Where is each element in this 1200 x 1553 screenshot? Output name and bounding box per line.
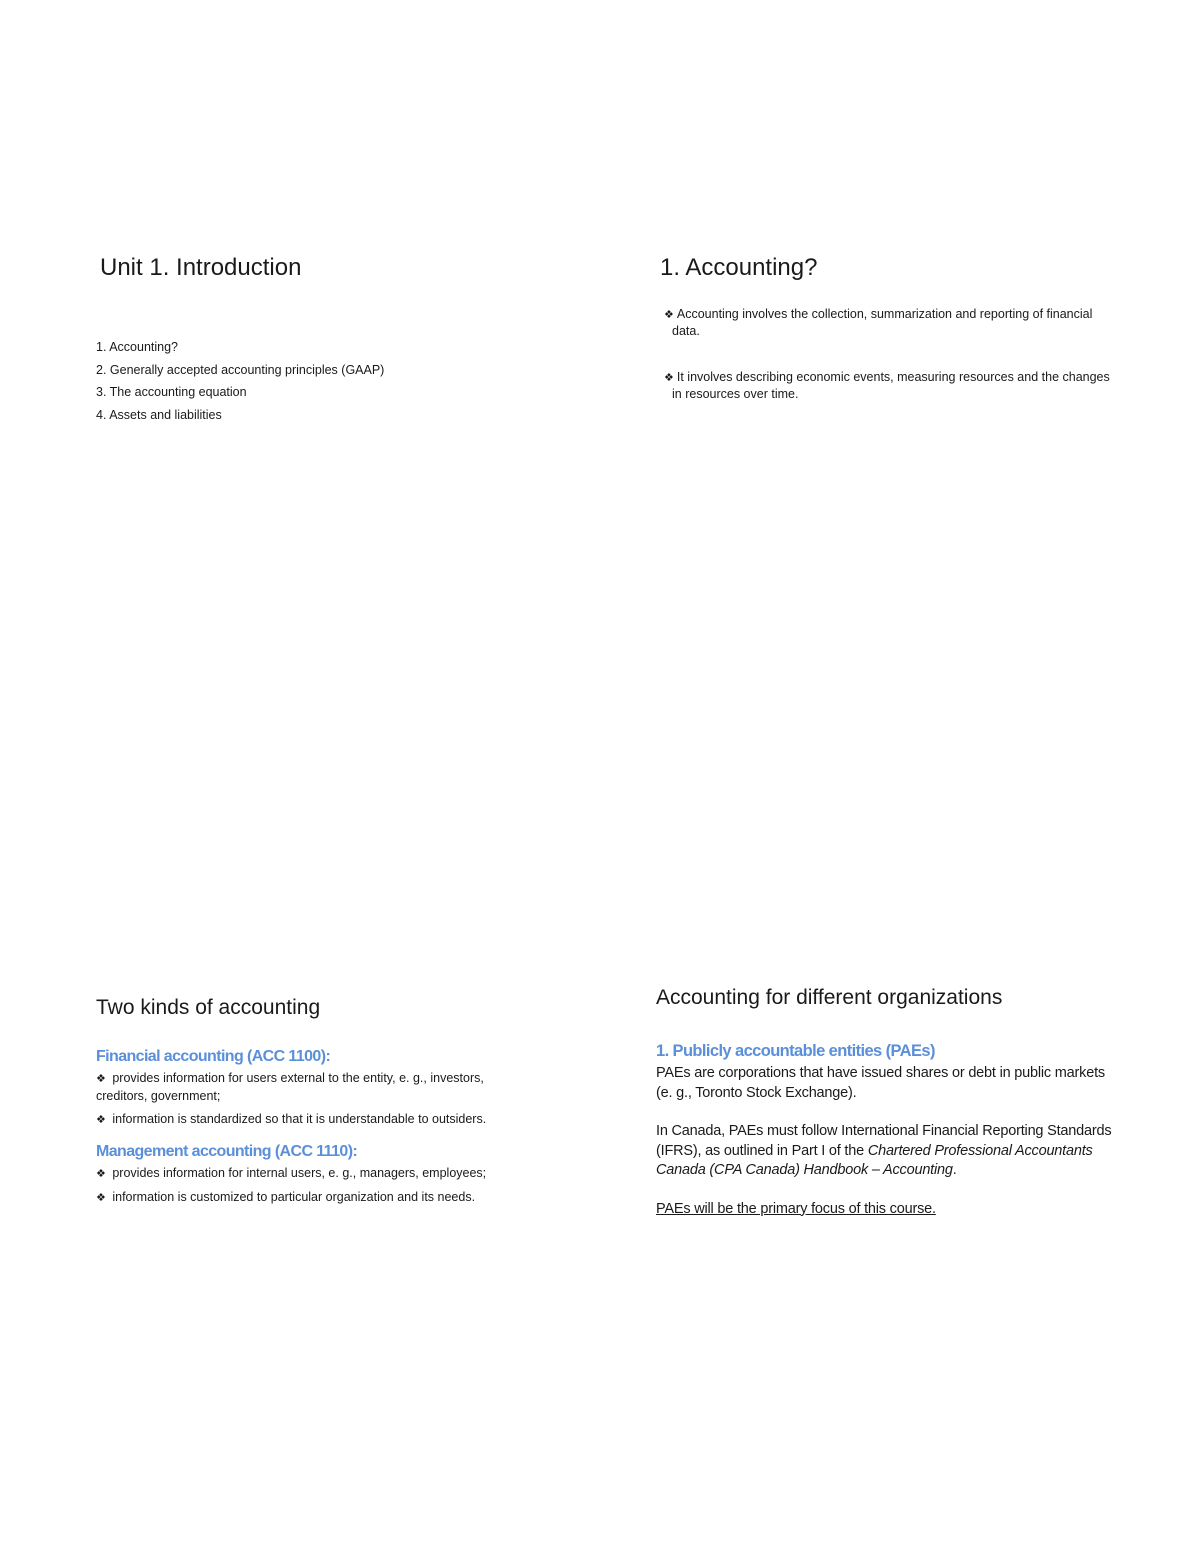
bullet-text: information is standardized so that it is understandable to outsiders.: [112, 1112, 487, 1126]
financial-accounting-heading: Financial accounting (ACC 1100):: [96, 1048, 331, 1065]
list-item: 1. Accounting?: [96, 340, 179, 354]
ifrs-paragraph-text: In Canada, PAEs must follow International Financial Reporting Standards (IFRS), as outlined in Part I of the: [656, 1123, 1112, 1159]
list-item: [662, 369, 1110, 402]
bullet-list: [662, 306, 1110, 402]
list-item: 3. The accounting equation: [96, 385, 247, 399]
handbook-title: Chartered Professional Accountants Canada (CPA Canada) Handbook – Accounting: [656, 1142, 1093, 1178]
course-focus-paragraph: PAEs will be the primary focus of this course.: [656, 1200, 936, 1217]
list-item: [96, 1070, 516, 1105]
pae-definition-paragraph: PAEs are corporations that have issued shares or debt in public markets (e. g., Toronto Stock Exchange).: [656, 1065, 1105, 1101]
ifrs-paragraph-end: .: [952, 1162, 957, 1178]
pae-heading: 1. Publicly accountable entities (PAEs): [656, 1042, 935, 1060]
list-item: [662, 306, 1110, 339]
list-item: 4. Assets and liabilities: [96, 407, 222, 422]
diamond-bullet-icon: ❖: [664, 309, 674, 321]
slide-two-kinds-of-accounting: [96, 992, 516, 1207]
financial-bullet-list: [96, 1070, 516, 1129]
diamond-bullet-icon: ❖: [96, 1114, 106, 1126]
bullet-text: provides information for internal users, e. g., managers, employees;: [112, 1166, 487, 1180]
diamond-bullet-icon: ❖: [96, 1073, 106, 1085]
list-item: [96, 1189, 516, 1207]
bullet-text: Accounting involves the collection, summarization and reporting of financial data.: [672, 307, 1093, 338]
bullet-text: provides information for users external to the entity, e. g., investors, creditors, government;: [96, 1071, 484, 1103]
bullet-text: It involves describing economic events, measuring resources and the changes in resources over time.: [672, 370, 1110, 401]
list-item: 2. Generally accepted accounting principles (GAAP): [96, 362, 385, 377]
slide-title: Two kinds of accounting: [96, 996, 321, 1019]
slide-accounting-for-different-organizations: [656, 982, 1116, 1219]
diamond-bullet-icon: ❖: [664, 372, 674, 384]
management-bullet-list: [96, 1165, 516, 1207]
bullet-text: information is customized to particular organization and its needs.: [112, 1190, 476, 1204]
list-item: [96, 1165, 516, 1183]
list-item: [96, 1111, 516, 1129]
slide-accounting: [660, 252, 1110, 402]
topic-list: [96, 336, 570, 426]
diamond-bullet-icon: ❖: [96, 1168, 106, 1180]
slide-unit-1-introduction: [96, 252, 570, 426]
management-accounting-heading: Management accounting (ACC 1110):: [96, 1143, 358, 1160]
slide-title: Accounting for different organizations: [656, 986, 1003, 1009]
ifrs-paragraph: [656, 1122, 1116, 1181]
diamond-bullet-icon: ❖: [96, 1192, 106, 1204]
slide-title: Unit 1. Introduction: [100, 254, 302, 281]
slide-title: 1. Accounting?: [660, 254, 818, 281]
